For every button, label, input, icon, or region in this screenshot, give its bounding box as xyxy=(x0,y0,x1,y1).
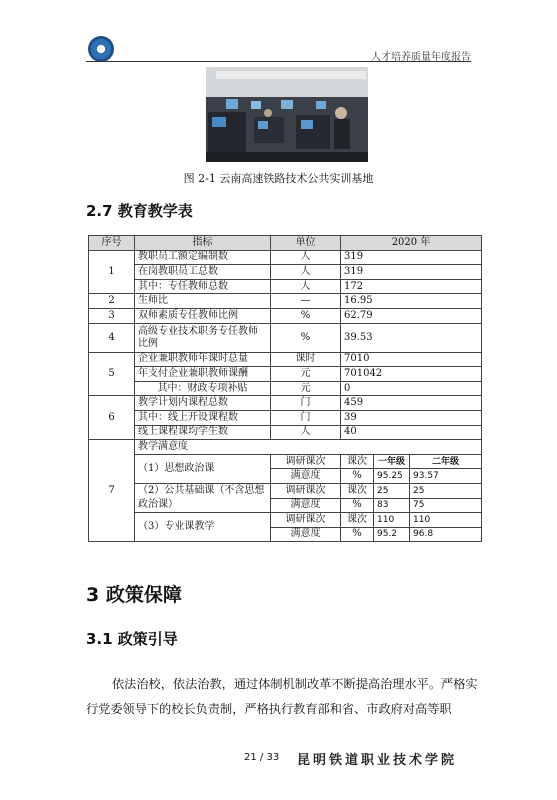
indicator-cell: 高级专业技术职务专任教师比例 xyxy=(135,323,271,352)
value-cell: 319 xyxy=(341,265,482,280)
survey-unit: 课次 xyxy=(341,513,374,528)
indicator-cell: 其中：线上开设课程数 xyxy=(135,410,271,425)
grade2-value: 96.8 xyxy=(410,527,482,542)
indicator-cell: 企业兼职教师年课时总量 xyxy=(135,352,271,367)
table-row xyxy=(89,352,482,367)
satisfaction-title: 教学满意度 xyxy=(135,440,482,455)
satisfaction-label: 满意度 xyxy=(271,469,341,484)
row-seq: 4 xyxy=(89,323,135,352)
table-row xyxy=(89,279,482,294)
value-cell: 701042 xyxy=(341,367,482,382)
table-row xyxy=(89,425,482,440)
unit-cell: % xyxy=(271,323,341,352)
value-cell: 39 xyxy=(341,410,482,425)
survey-label: 调研课次 xyxy=(271,513,341,528)
running-header: 人才培养质量年度报告 xyxy=(371,52,471,63)
table-header-row xyxy=(89,236,482,251)
value-cell: 0 xyxy=(341,381,482,396)
school-logo xyxy=(88,36,114,62)
header-year: 2020 年 xyxy=(341,236,482,251)
satisfaction-unit: % xyxy=(341,498,374,513)
grade1-value: 95.25 xyxy=(374,469,410,484)
training-base-photo xyxy=(206,67,368,162)
table-row xyxy=(89,381,482,396)
survey-unit: 课次 xyxy=(341,483,374,498)
row-seq: 5 xyxy=(89,352,135,396)
value-cell: 459 xyxy=(341,396,482,411)
unit-cell: 门 xyxy=(271,396,341,411)
table-row xyxy=(89,513,482,528)
survey-label: 调研课次 xyxy=(271,483,341,498)
header-indicator: 指标 xyxy=(135,236,271,251)
table-row xyxy=(89,367,482,382)
header-seq: 序号 xyxy=(89,236,135,251)
indicator-cell: 其中：财政专项补贴 xyxy=(135,381,271,396)
grade1-value: 25 xyxy=(374,483,410,498)
indicator-cell: 教职员工额定编制数 xyxy=(135,250,271,265)
table-row xyxy=(89,396,482,411)
unit-cell: 元 xyxy=(271,367,341,382)
unit-cell: 人 xyxy=(271,279,341,294)
grade2-value: 75 xyxy=(410,498,482,513)
table-row xyxy=(89,250,482,265)
page-number: 21 / 33 xyxy=(244,752,280,763)
value-cell: 172 xyxy=(341,279,482,294)
course-name: （2）公共基础课（不含思想政治课） xyxy=(135,483,271,512)
indicator-cell: 年支付企业兼职教师课酬 xyxy=(135,367,271,382)
table-row xyxy=(89,265,482,280)
unit-cell: % xyxy=(271,308,341,323)
unit-cell: 人 xyxy=(271,425,341,440)
row-seq: 1 xyxy=(89,250,135,294)
value-cell: 40 xyxy=(341,425,482,440)
school-name: 昆明铁道职业技术学院 xyxy=(297,753,458,768)
value-cell: 7010 xyxy=(341,352,482,367)
table-row xyxy=(89,454,482,469)
table-row xyxy=(89,294,482,309)
table-row xyxy=(89,440,482,455)
section-heading: 2.7 教育教学表 xyxy=(86,202,193,220)
table-row xyxy=(89,323,482,352)
unit-cell: 课时 xyxy=(271,352,341,367)
value-cell: 62.79 xyxy=(341,308,482,323)
education-teaching-table xyxy=(88,235,482,542)
table-row xyxy=(89,483,482,498)
unit-cell: 人 xyxy=(271,250,341,265)
value-cell: 319 xyxy=(341,250,482,265)
indicator-cell: 双师素质专任教师比例 xyxy=(135,308,271,323)
grade2-header: 二年级 xyxy=(410,454,482,469)
course-name: （3）专业课教学 xyxy=(135,513,271,542)
indicator-cell: 线上课程课均学生数 xyxy=(135,425,271,440)
course-name: （1）思想政治课 xyxy=(135,454,271,483)
unit-cell: 人 xyxy=(271,265,341,280)
survey-unit: 课次 xyxy=(341,454,374,469)
unit-cell: 元 xyxy=(271,381,341,396)
table-row xyxy=(89,410,482,425)
grade2-value: 110 xyxy=(410,513,482,528)
indicator-cell: 其中：专任教师总数 xyxy=(135,279,271,294)
table-row xyxy=(89,308,482,323)
row-seq: 6 xyxy=(89,396,135,440)
indicator-cell: 生师比 xyxy=(135,294,271,309)
row-seq: 7 xyxy=(89,440,135,542)
grade1-value: 83 xyxy=(374,498,410,513)
satisfaction-unit: % xyxy=(341,469,374,484)
grade2-value: 93.57 xyxy=(410,469,482,484)
unit-cell: 门 xyxy=(271,410,341,425)
satisfaction-label: 满意度 xyxy=(271,498,341,513)
survey-label: 调研课次 xyxy=(271,454,341,469)
figure-caption: 图 2-1 云南高速铁路技术公共实训基地 xyxy=(183,172,374,185)
row-seq: 2 xyxy=(89,294,135,309)
row-seq: 3 xyxy=(89,308,135,323)
value-cell: 39.53 xyxy=(341,323,482,352)
body-paragraph: 依法治校，依法治教，通过体制机制改革不断提高治理水平。严格实行党委领导下的校长负责制，严格执行教育部和省、市政府对高等职 xyxy=(86,677,478,716)
satisfaction-unit: % xyxy=(341,527,374,542)
indicator-cell: 在岗教职员工总数 xyxy=(135,265,271,280)
photo-illustration xyxy=(206,67,368,162)
header-rule xyxy=(86,61,471,62)
grade1-value: 95.2 xyxy=(374,527,410,542)
grade1-value: 110 xyxy=(374,513,410,528)
satisfaction-label: 满意度 xyxy=(271,527,341,542)
chapter-heading: 3 政策保障 xyxy=(86,584,182,606)
grade2-value: 25 xyxy=(410,483,482,498)
header-unit: 单位 xyxy=(271,236,341,251)
indicator-cell: 教学计划内课程总数 xyxy=(135,396,271,411)
section-heading: 3.1 政策引导 xyxy=(86,630,178,648)
value-cell: 16.95 xyxy=(341,294,482,309)
unit-cell: — xyxy=(271,294,341,309)
grade1-header: 一年级 xyxy=(374,454,410,469)
